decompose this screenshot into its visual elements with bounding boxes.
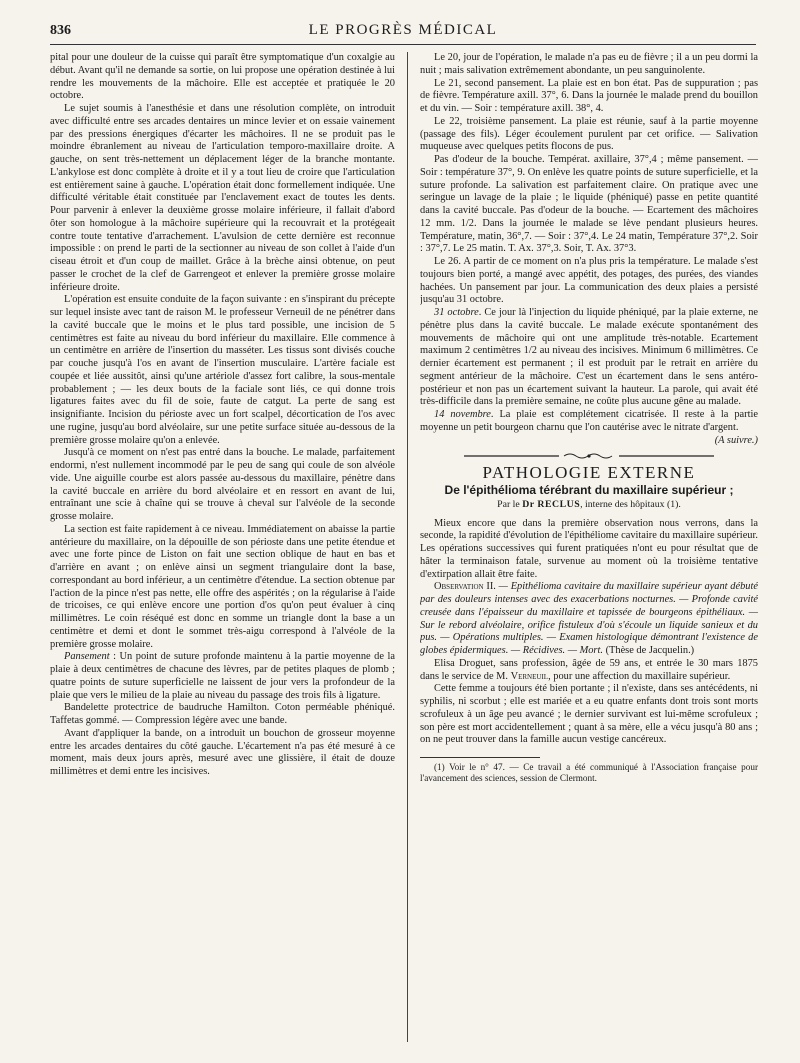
observation-summary: — Epithélioma cavitaire du maxillaire supérieur ayant débuté par des douleurs intenses avec des exacerbations nocturnes. — Profonde cavité creusée dans l'épaisseur du maxillaire et tapissée de bourgeons épithéliaux. — Sur le rebord alvéolaire, orifice fistuleux d'où s'écoule un liquide sanieux et du pus. — Opérations multiples. — Examen histologique démontrant l'existence de globes épidermiques. — Récidives. — Mort.: [420, 581, 758, 656]
left-column: [50, 52, 395, 1052]
paragraph-oct31: [420, 307, 758, 409]
observation-heading: [420, 581, 758, 658]
page-header: [50, 22, 756, 45]
paragraph-text: . La plaie est complétement cicatrisée. Il reste à la partie moyenne un petit bourgeon charnu que l'on cautérise avec le nitrate d'argent.: [420, 409, 758, 433]
date-label: 14 novembre: [434, 409, 491, 420]
paragraph: Le 22, troisième pansement. La plaie est réunie, sauf à la partie moyenne (passage des fils). Léger écoulement purulent par cet orifice. — Salivation muqueuse avec quelques petits flocons de pus.: [420, 115, 758, 153]
observation-source: (Thèse de Jacquelin.): [602, 645, 695, 656]
patient-text: , pour une affection du maxillaire supérieur.: [548, 670, 731, 682]
intro-paragraph: Mieux encore que dans la première observation nous verrons, dans la seconde, la rapidité d'évolution de l'épithéliome cavitaire du maxillaire supérieur. Les opérations successives qui furent pratiquées n'ont eu pour résultat que de hâter la terminaison fatale, survenue au moment où la troisième tentative d'extirpation allait être faite.: [420, 517, 758, 580]
paragraph-pansement: [50, 651, 395, 702]
date-label: 31 octobre: [434, 307, 479, 318]
paragraph-text: . Ce jour là l'injection du liquide phéniqué, par la plaie externe, ne pénètre plus dans la cavité buccale. Le malade exécute spontanément des mouvements de mâchoire qui ont une amplitude très-notable. Ecartement maximum 2 centimètres 1/2 au niveau des incisives. Minimum 6 millimètres. Ce dernier écartement est permanent ; il est produit par le retrait en arrière du segment antérieur de la mâchoire. C'est un écartement dans le sens antéro-postérieur et non pas un écartement suivant la hauteur. La parole, qui avait été très-difficile dans la première semaine, ne coûte plus aucune gêne au malade.: [420, 307, 758, 408]
paragraph: Bandelette protectrice de baudruche Hamilton. Coton perméable phéniqué. Taffetas gommé. — Compression légère avec une bande.: [50, 702, 395, 726]
paragraph: Avant d'appliquer la bande, on a introduit un bouchon de grosseur moyenne entre les arcades dentaires du côté gauche. L'écartement n'a pas été mesuré à ce moment, mais deux jours après, mesuré avec une glissière, il était de douze millimètres et demi entre les incisives.: [50, 727, 395, 777]
ornament-divider: [420, 452, 758, 460]
paragraph: Le sujet soumis à l'anesthésie et dans une résolution complète, on introduit avec difficulté entre ses arcades dentaires un mince levier et on essaie vainement par des pressions énergiques d'écarter les mâchoires. Il ne se produit pas le moindre ébranlement au niveau de l'articulation temporo-maxillaire droite. A gauche, on sent très-nettement un déplacement léger de la branche montante. L'ankylose est donc complète à droite et il y a tout lieu de croire que l'articulation est entièrement saine à gauche. L'opération était donc formellement indiquée. Une difficulté véritable était constituée par l'enclavement exact de toutes les dents. Pour parvenir à enlever la deuxième grosse molaire inférieure, il fallait d'abord ôter son homologue à la mâchoire supérieure qui la recouvrait et la protégeait contre toute tentative d'arrachement. L'avulsion de cette dernière est reconnue impossible : on prend le parti de la sectionner au niveau de son collet à l'aide d'un ciseau étroit et d'un coup de maillet. Grâce à la brèche ainsi obtenue, on peut passer le crochet de la clef de Garrengeot et enlever la première grosse molaire inférieure droite.: [50, 103, 395, 293]
paragraph: La section est faite rapidement à ce niveau. Immédiatement on abaisse la partie antérieure du maxillaire, on la dépouille de son périoste dans une petite étendue et avec une forte pince de Liston on fait une section oblique de haut en bas et d'arrière en avant ; on enlève ainsi un segment triangulaire dont la base, correspondant au bord inférieur, a un centimètre d'étendue. La section obtenue par l'action de la pince n'est pas nette, elle offre des aspérités ; on la régularise à l'aide de tricoises, ce qui enlève encore une portion d'os qu'on peut évaluer à cinq millimètres. Le coin réséqué est donc en somme un triangle dont la base a un centimètre et demi et dont le sommet très-aigu correspond à l'alvéole de la première grosse molaire.: [50, 523, 395, 650]
patient-physician: Verneuil: [510, 670, 549, 682]
byline-suffix: , interne des hôpitaux (1).: [580, 498, 681, 510]
history-paragraph: Cette femme a toujours été bien portante ; il n'existe, dans ses antécédents, ni syphilis, ni scorbut ; elle est mariée et a eu quatre enfants dont trois sont morts scrofuleux à un âge peu avancé ; le dernier survivant est lui-même scrofuleux ; son père est mort accidentellement ; quant à sa mère, elle a vécu jusqu'à 80 ans ; on ne peut trouver dans la famille aucun vestige cancéreux.: [420, 683, 758, 746]
paragraph: pital pour une douleur de la cuisse qui paraît être symptomatique d'un coxalgie au début. Avant qu'il ne demande sa sortie, on lui propose une opération destinée à lui rendre les mouvements de la mâchoire. Elle est acceptée et pratiquée le 20 octobre.: [50, 52, 395, 102]
observation-label: Observation II.: [434, 581, 496, 593]
paragraph: Le 26. A partir de ce moment on n'a plus pris la température. Le malade s'est toujours bien porté, a mangé avec appétit, des potages, des purées, des viandes hachées. Un pansement par jour. La communication des deux plaies a persisté jusqu'au 31 octobre.: [420, 256, 758, 306]
patient-text: Elisa Droguet, sans profession, âgée de 59 ans, et entrée le 30 mars 1875 dans le service de M.: [420, 657, 758, 682]
paragraph: Le 20, jour de l'opération, le malade n'a pas eu de fièvre ; il a un peu dormi la nuit ; mais salivation extrêmement abondante, un peu sanguinolente.: [420, 52, 758, 76]
paragraph: Le 21, second pansement. La plaie est en bon état. Pas de suppuration ; pas de fièvre. Température axill. 37°, 6. Dans la journée le malade prend du bouillon et du vin. — Soir : température axill. 38°, 4.: [420, 77, 758, 114]
byline-author: Dr RECLUS: [522, 498, 581, 510]
section-title: PATHOLOGIE EXTERNE: [482, 463, 696, 483]
right-column: [420, 52, 758, 1052]
journal-title: LE PROGRÈS MÉDICAL: [308, 22, 498, 38]
a-suivre-text: (A suivre.): [714, 434, 758, 446]
paragraph: L'opération est ensuite conduite de la façon suivante : en s'inspirant du précepte sur lequel insiste avec tant de raison M. le professeur Verneuil de ne pénétrer dans la cavité buccale que le moins et le plus tard possible, une incision de 5 centimètres est faite au niveau du bord inférieur du maxillaire. Elle commence à un centimètre en arrière de l'insertion du masséter. Les tissus sont divisés couche par couche jusqu'à l'os en avant de l'insertion musculaire. L'artère faciale est coupée et liée aussitôt, ainsi qu'une artériole d'assez fort calibre, la sous-mentale probablement ; — les deux bouts de la faciale sont liés, ce qui donne trois ligatures faites avec du fil de soie, faute de catgut. La perte de sang est insignifiante. Incision du périoste avec un fort scalpel, décortication de l'os avec une rugine, jusqu'au bord alvéolaire, sur une petite surface située au-dessous de la première grosse molaire qu'on a enlevée.: [50, 294, 395, 446]
pansement-text: : Un point de suture profonde maintenu à la partie moyenne de la plaie à deux centimètres de chacune des lèvres, par de petites plaques de plomb ; quatre points de suture superficielle ne laissent de jour vers la profondeur de la plaie que vers le milieu de la plaie au niveau du passage des trois fils à ligature.: [50, 651, 395, 701]
a-suivre: [420, 435, 758, 448]
ornament-rule-icon: [464, 452, 714, 460]
column-divider: [407, 52, 408, 1042]
paragraph: Pas d'odeur de la bouche. Températ. axillaire, 37°,4 ; même pansement. — Soir : température 37°, 9. On enlève les quatre points de suture superficielle, et la suture profonde. La salivation est parfaitement claire. On pratique avec une seringue un lavage de la plaie ; le liquide (phéniqué) passe en petite quantité dans la cavité buccale. Pas d'odeur de la bouche. — Ecartement des mâchoires 12 mm. 1/2. Dans la journée le malade se lève pendant plusieurs heures. Température, matin, 36°,7. — Soir : 37°,4. Le 24 matin, Température 37°,2. Soir : 37°,7. Le 25 matin. T. Ax. 37°,3. Soir, T. Ax. 37°3.: [420, 154, 758, 255]
byline-prefix: Par le: [497, 498, 523, 510]
paragraph: Jusqu'à ce moment on n'est pas entré dans la bouche. Le malade, parfaitement endormi, n'est nullement incommodé par le peu de sang qui coule de son alvéole vide. Une aiguille courbe est alors passée au-dessous du maxillaire, pénètre dans la cavité buccale en arrière du bord alvéolaire et en ressort en avant de lui, entraînant une scie à chaîne qui se trouve à cheval sur l'alvéole de la seconde grosse molaire.: [50, 447, 395, 522]
paragraph-nov14: [420, 409, 758, 435]
pansement-label: Pansement: [64, 651, 110, 663]
footnote: (1) Voir le n° 47. — Ce travail a été communiqué à l'Association française pour l'avancement des sciences, session de Clermont.: [420, 762, 758, 783]
article-title: De l'épithélioma térébrant du maxillaire supérieur ;: [444, 483, 734, 497]
page-number: 836: [50, 23, 71, 38]
footnote-rule: [420, 757, 540, 758]
patient-paragraph: [420, 658, 758, 684]
byline: [420, 499, 758, 512]
